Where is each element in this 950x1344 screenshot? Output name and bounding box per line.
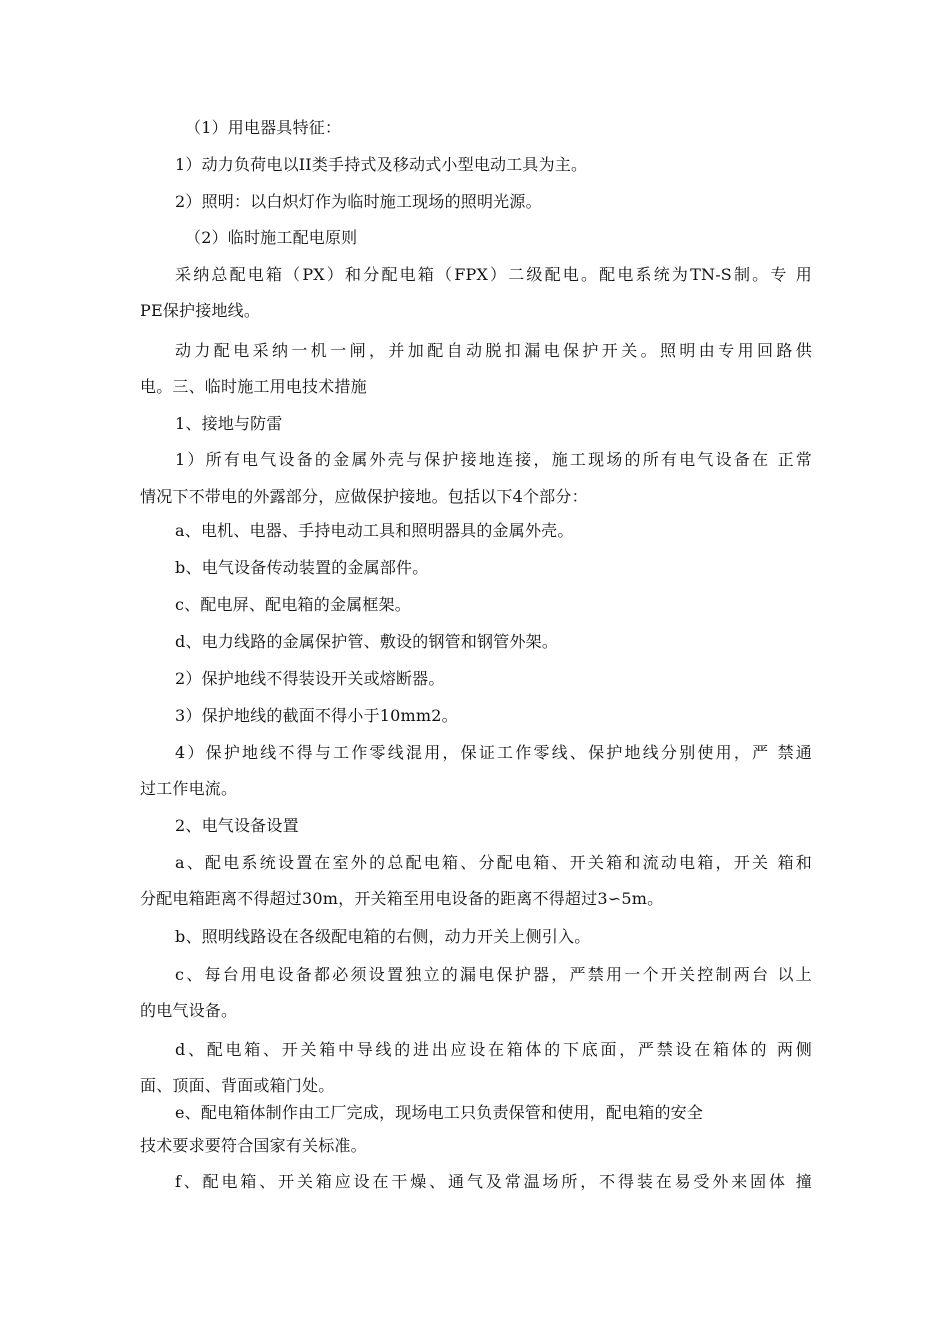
paragraph-line: 分配电箱距离不得超过30m，开关箱至用电设备的距离不得超过3∽5m。 (140, 889, 664, 908)
list-item: c、配电屏、配电箱的金属框架。 (175, 595, 411, 614)
section-heading-equipment-setup: 2、电气设备设置 (175, 816, 299, 835)
paragraph-line: 1）所有电气设备的金属外壳与保护接地连接，施工现场的所有电气设备在 正常 (175, 450, 812, 469)
paragraph-line: 情况下不带电的外露部分，应做保护接地。包括以下4个部分： (140, 487, 588, 506)
paragraph-line: 过工作电流。 (140, 779, 238, 798)
paragraph-line: 1）动力负荷电以II类手持式及移动式小型电动工具为主。 (175, 155, 588, 174)
list-item: a、电机、电器、手持电动工具和照明器具的金属外壳。 (175, 521, 574, 540)
paragraph-line: 采纳总配电箱（PX）和分配电箱（FPX）二级配电。配电系统为TN-S制。专 用 (175, 265, 812, 284)
section-heading-appliance-features: （1）用电器具特征： (185, 118, 342, 137)
list-item: b、电气设备传动装置的金属部件。 (175, 558, 429, 577)
paragraph-line: 面、顶面、背面或箱门处。 (140, 1076, 335, 1095)
paragraph-line: d、配电箱、开关箱中导线的进出应设在箱体的下底面，严禁设在箱体的 两侧 (175, 1040, 812, 1059)
paragraph-line: 的电气设备。 (140, 1001, 238, 1020)
list-item: 3）保护地线的截面不得小于10mm2。 (175, 706, 458, 725)
paragraph-line: 电。三、临时施工用电技术措施 (140, 377, 367, 396)
paragraph-line: 动力配电采纳一机一闸，并加配自动脱扣漏电保护开关。照明由专用回路供 (175, 341, 812, 360)
paragraph-line: 技术要求要符合国家有关标准。 (140, 1136, 367, 1155)
list-item: b、照明线路设在各级配电箱的右侧，动力开关上侧引入。 (175, 927, 591, 946)
paragraph-line: 4）保护地线不得与工作零线混用，保证工作零线、保护地线分别使用，严 禁通 (175, 743, 812, 762)
paragraph-line: c、每台用电设备都必须设置独立的漏电保护器，严禁用一个开关控制两台 以上 (175, 965, 812, 984)
paragraph-line: a、配电系统设置在室外的总配电箱、分配电箱、开关箱和流动电箱，开关 箱和 (175, 853, 812, 872)
section-heading-grounding: 1、接地与防雷 (175, 414, 283, 433)
paragraph-line: f、配电箱、开关箱应设在干燥、通气及常温场所，不得装在易受外来固体 撞 (175, 1172, 812, 1191)
list-item: 2）保护地线不得装设开关或熔断器。 (175, 669, 445, 688)
list-item: d、电力线路的金属保护管、敷设的钢管和钢管外架。 (175, 632, 559, 651)
paragraph-line: 2）照明：以白炽灯作为临时施工现场的照明光源。 (175, 192, 542, 211)
paragraph-line: e、配电箱体制作由工厂完成，现场电工只负责保管和使用，配电箱的安全 (175, 1103, 704, 1122)
paragraph-line: PE保护接地线。 (140, 301, 261, 320)
section-heading-distribution-principles: （2）临时施工配电原则 (185, 228, 358, 247)
